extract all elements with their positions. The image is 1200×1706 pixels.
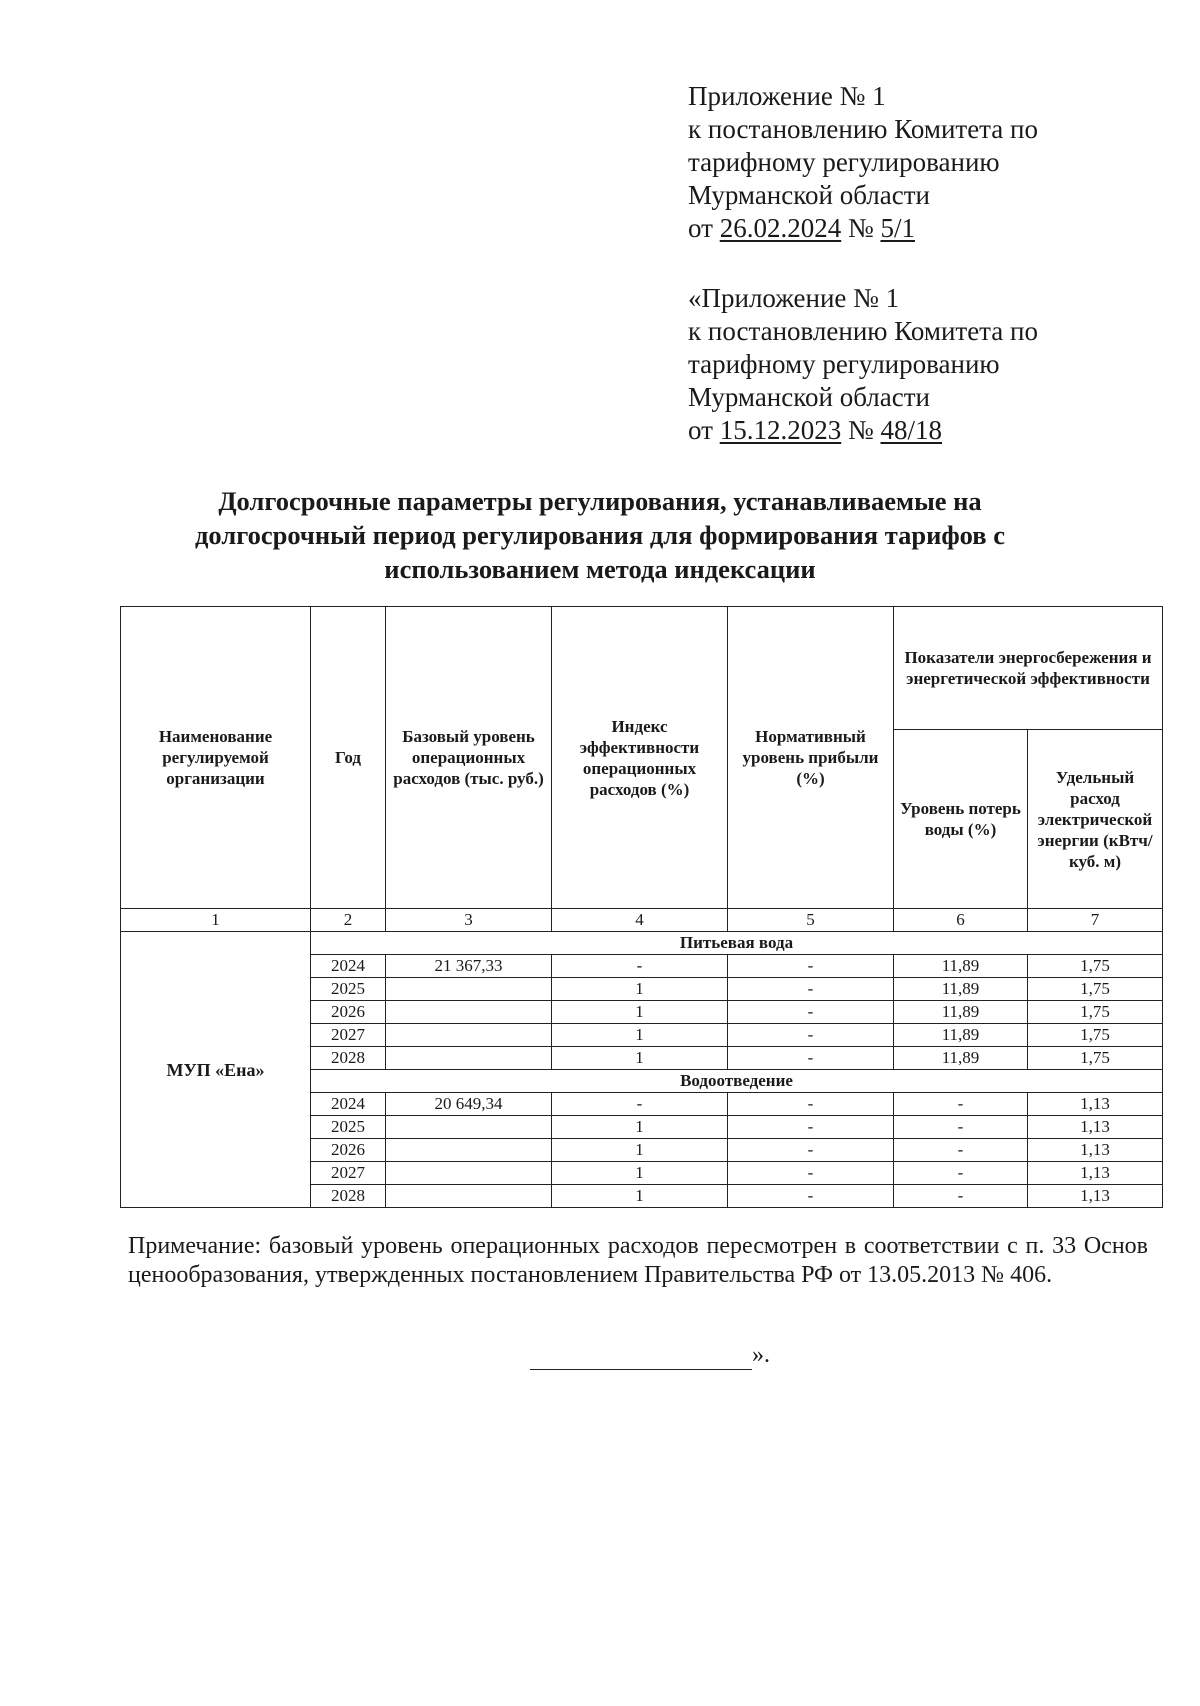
annex-header-original bbox=[688, 282, 1038, 447]
cell-efficiency-index: 1 bbox=[552, 1024, 728, 1047]
cell-base-opex bbox=[386, 1047, 552, 1070]
cell-base-opex bbox=[386, 1162, 552, 1185]
cell-profit-level: - bbox=[728, 1001, 894, 1024]
cell-base-opex: 20 649,34 bbox=[386, 1093, 552, 1116]
number-prefix: № bbox=[841, 213, 881, 243]
cell-efficiency-index: 1 bbox=[552, 1001, 728, 1024]
cell-efficiency-index: 1 bbox=[552, 1047, 728, 1070]
annex-line: «Приложение № 1 bbox=[688, 283, 900, 313]
annex-date-line bbox=[688, 212, 1038, 245]
cell-efficiency-index: 1 bbox=[552, 1185, 728, 1208]
cell-efficiency-index: - bbox=[552, 1093, 728, 1116]
cell-year: 2025 bbox=[311, 1116, 386, 1139]
column-number: 5 bbox=[728, 909, 894, 932]
cell-water-loss: 11,89 bbox=[894, 955, 1028, 978]
column-numbers-row bbox=[121, 909, 1163, 932]
cell-year: 2026 bbox=[311, 1139, 386, 1162]
annex-date: 26.02.2024 bbox=[719, 213, 842, 243]
cell-year: 2024 bbox=[311, 1093, 386, 1116]
closing-quote: ». bbox=[752, 1342, 770, 1368]
date-prefix: от bbox=[688, 415, 720, 445]
cell-efficiency-index: 1 bbox=[552, 1139, 728, 1162]
cell-year: 2028 bbox=[311, 1185, 386, 1208]
cell-profit-level: - bbox=[728, 1185, 894, 1208]
cell-efficiency-index: - bbox=[552, 955, 728, 978]
footnote: Примечание: базовый уровень операционных расходов пересмотрен в соответствии с п. 33 Основ ценообразования, утвержденных постановлением Правительства РФ от 13.05.2013 № 406. bbox=[128, 1233, 1148, 1288]
cell-water-loss: - bbox=[894, 1139, 1028, 1162]
column-number: 2 bbox=[311, 909, 386, 932]
cell-profit-level: - bbox=[728, 1047, 894, 1070]
cell-electricity: 1,75 bbox=[1028, 978, 1163, 1001]
annex-number: 48/18 bbox=[880, 415, 942, 445]
cell-electricity: 1,75 bbox=[1028, 1047, 1163, 1070]
cell-water-loss: - bbox=[894, 1185, 1028, 1208]
section-title: Питьевая вода bbox=[311, 932, 1163, 955]
cell-base-opex: 21 367,33 bbox=[386, 955, 552, 978]
cell-base-opex bbox=[386, 1185, 552, 1208]
cell-efficiency-index: 1 bbox=[552, 1162, 728, 1185]
header-org: Наименование регулируемой организации bbox=[121, 607, 311, 909]
cell-water-loss: 11,89 bbox=[894, 1001, 1028, 1024]
cell-profit-level: - bbox=[728, 1139, 894, 1162]
cell-base-opex bbox=[386, 978, 552, 1001]
annex-header-current bbox=[688, 80, 1038, 245]
cell-water-loss: 11,89 bbox=[894, 978, 1028, 1001]
cell-water-loss: - bbox=[894, 1116, 1028, 1139]
annex-line: Мурманской области bbox=[688, 180, 930, 210]
title-line: долгосрочный период регулирования для формирования тарифов с bbox=[195, 520, 1005, 550]
cell-year: 2027 bbox=[311, 1024, 386, 1047]
cell-base-opex bbox=[386, 1116, 552, 1139]
cell-water-loss: - bbox=[894, 1162, 1028, 1185]
cell-electricity: 1,13 bbox=[1028, 1116, 1163, 1139]
title-line: Долгосрочные параметры регулирования, устанавливаемые на bbox=[218, 486, 982, 516]
cell-year: 2028 bbox=[311, 1047, 386, 1070]
organization-name: МУП «Ена» bbox=[121, 932, 311, 1208]
cell-year: 2024 bbox=[311, 955, 386, 978]
column-number: 3 bbox=[386, 909, 552, 932]
document-title bbox=[150, 484, 1050, 586]
cell-profit-level: - bbox=[728, 1116, 894, 1139]
cell-electricity: 1,75 bbox=[1028, 955, 1163, 978]
header-profit-level: Нормативный уровень прибыли (%) bbox=[728, 607, 894, 909]
column-number: 7 bbox=[1028, 909, 1163, 932]
cell-efficiency-index: 1 bbox=[552, 978, 728, 1001]
cell-electricity: 1,13 bbox=[1028, 1162, 1163, 1185]
cell-electricity: 1,13 bbox=[1028, 1185, 1163, 1208]
cell-year: 2026 bbox=[311, 1001, 386, 1024]
header-water-loss: Уровень потерь воды (%) bbox=[894, 730, 1028, 909]
title-line: использованием метода индексации bbox=[384, 554, 816, 584]
annex-line: тарифному регулированию bbox=[688, 349, 1000, 379]
annex-date-line bbox=[688, 414, 1038, 447]
cell-water-loss: 11,89 bbox=[894, 1047, 1028, 1070]
cell-base-opex bbox=[386, 1024, 552, 1047]
header-year: Год bbox=[311, 607, 386, 909]
parameters-table bbox=[120, 606, 1163, 1208]
cell-base-opex bbox=[386, 1139, 552, 1162]
table-body bbox=[121, 909, 1163, 1208]
section-row-drinking-water bbox=[121, 932, 1163, 955]
cell-profit-level: - bbox=[728, 1162, 894, 1185]
section-title: Водоотведение bbox=[311, 1070, 1163, 1093]
column-number: 1 bbox=[121, 909, 311, 932]
cell-electricity: 1,13 bbox=[1028, 1093, 1163, 1116]
cell-water-loss: 11,89 bbox=[894, 1024, 1028, 1047]
annex-line: тарифному регулированию bbox=[688, 147, 1000, 177]
column-number: 4 bbox=[552, 909, 728, 932]
header-electricity: Удельный расход электрической энергии (кВтч/куб. м) bbox=[1028, 730, 1163, 909]
annex-line: к постановлению Комитета по bbox=[688, 316, 1038, 346]
cell-year: 2027 bbox=[311, 1162, 386, 1185]
annex-date: 15.12.2023 bbox=[719, 415, 842, 445]
closing-mark bbox=[530, 1340, 770, 1370]
cell-profit-level: - bbox=[728, 1024, 894, 1047]
cell-profit-level: - bbox=[728, 978, 894, 1001]
annex-line: Приложение № 1 bbox=[688, 81, 886, 111]
parameters-table-wrapper bbox=[120, 606, 1162, 1208]
header-energy-group: Показатели энергосбережения и энергетической эффективности bbox=[894, 607, 1163, 730]
annex-line: Мурманской области bbox=[688, 382, 930, 412]
cell-year: 2025 bbox=[311, 978, 386, 1001]
header-base-opex: Базовый уровень операционных расходов (тыс. руб.) bbox=[386, 607, 552, 909]
cell-electricity: 1,75 bbox=[1028, 1024, 1163, 1047]
header-efficiency-index: Индекс эффективности операционных расходов (%) bbox=[552, 607, 728, 909]
closing-underline bbox=[530, 1345, 752, 1370]
cell-profit-level: - bbox=[728, 1093, 894, 1116]
cell-base-opex bbox=[386, 1001, 552, 1024]
annex-number: 5/1 bbox=[880, 213, 915, 243]
annex-line: к постановлению Комитета по bbox=[688, 114, 1038, 144]
cell-electricity: 1,13 bbox=[1028, 1139, 1163, 1162]
cell-electricity: 1,75 bbox=[1028, 1001, 1163, 1024]
column-number: 6 bbox=[894, 909, 1028, 932]
date-prefix: от bbox=[688, 213, 720, 243]
cell-efficiency-index: 1 bbox=[552, 1116, 728, 1139]
cell-water-loss: - bbox=[894, 1093, 1028, 1116]
number-prefix: № bbox=[841, 415, 881, 445]
cell-profit-level: - bbox=[728, 955, 894, 978]
